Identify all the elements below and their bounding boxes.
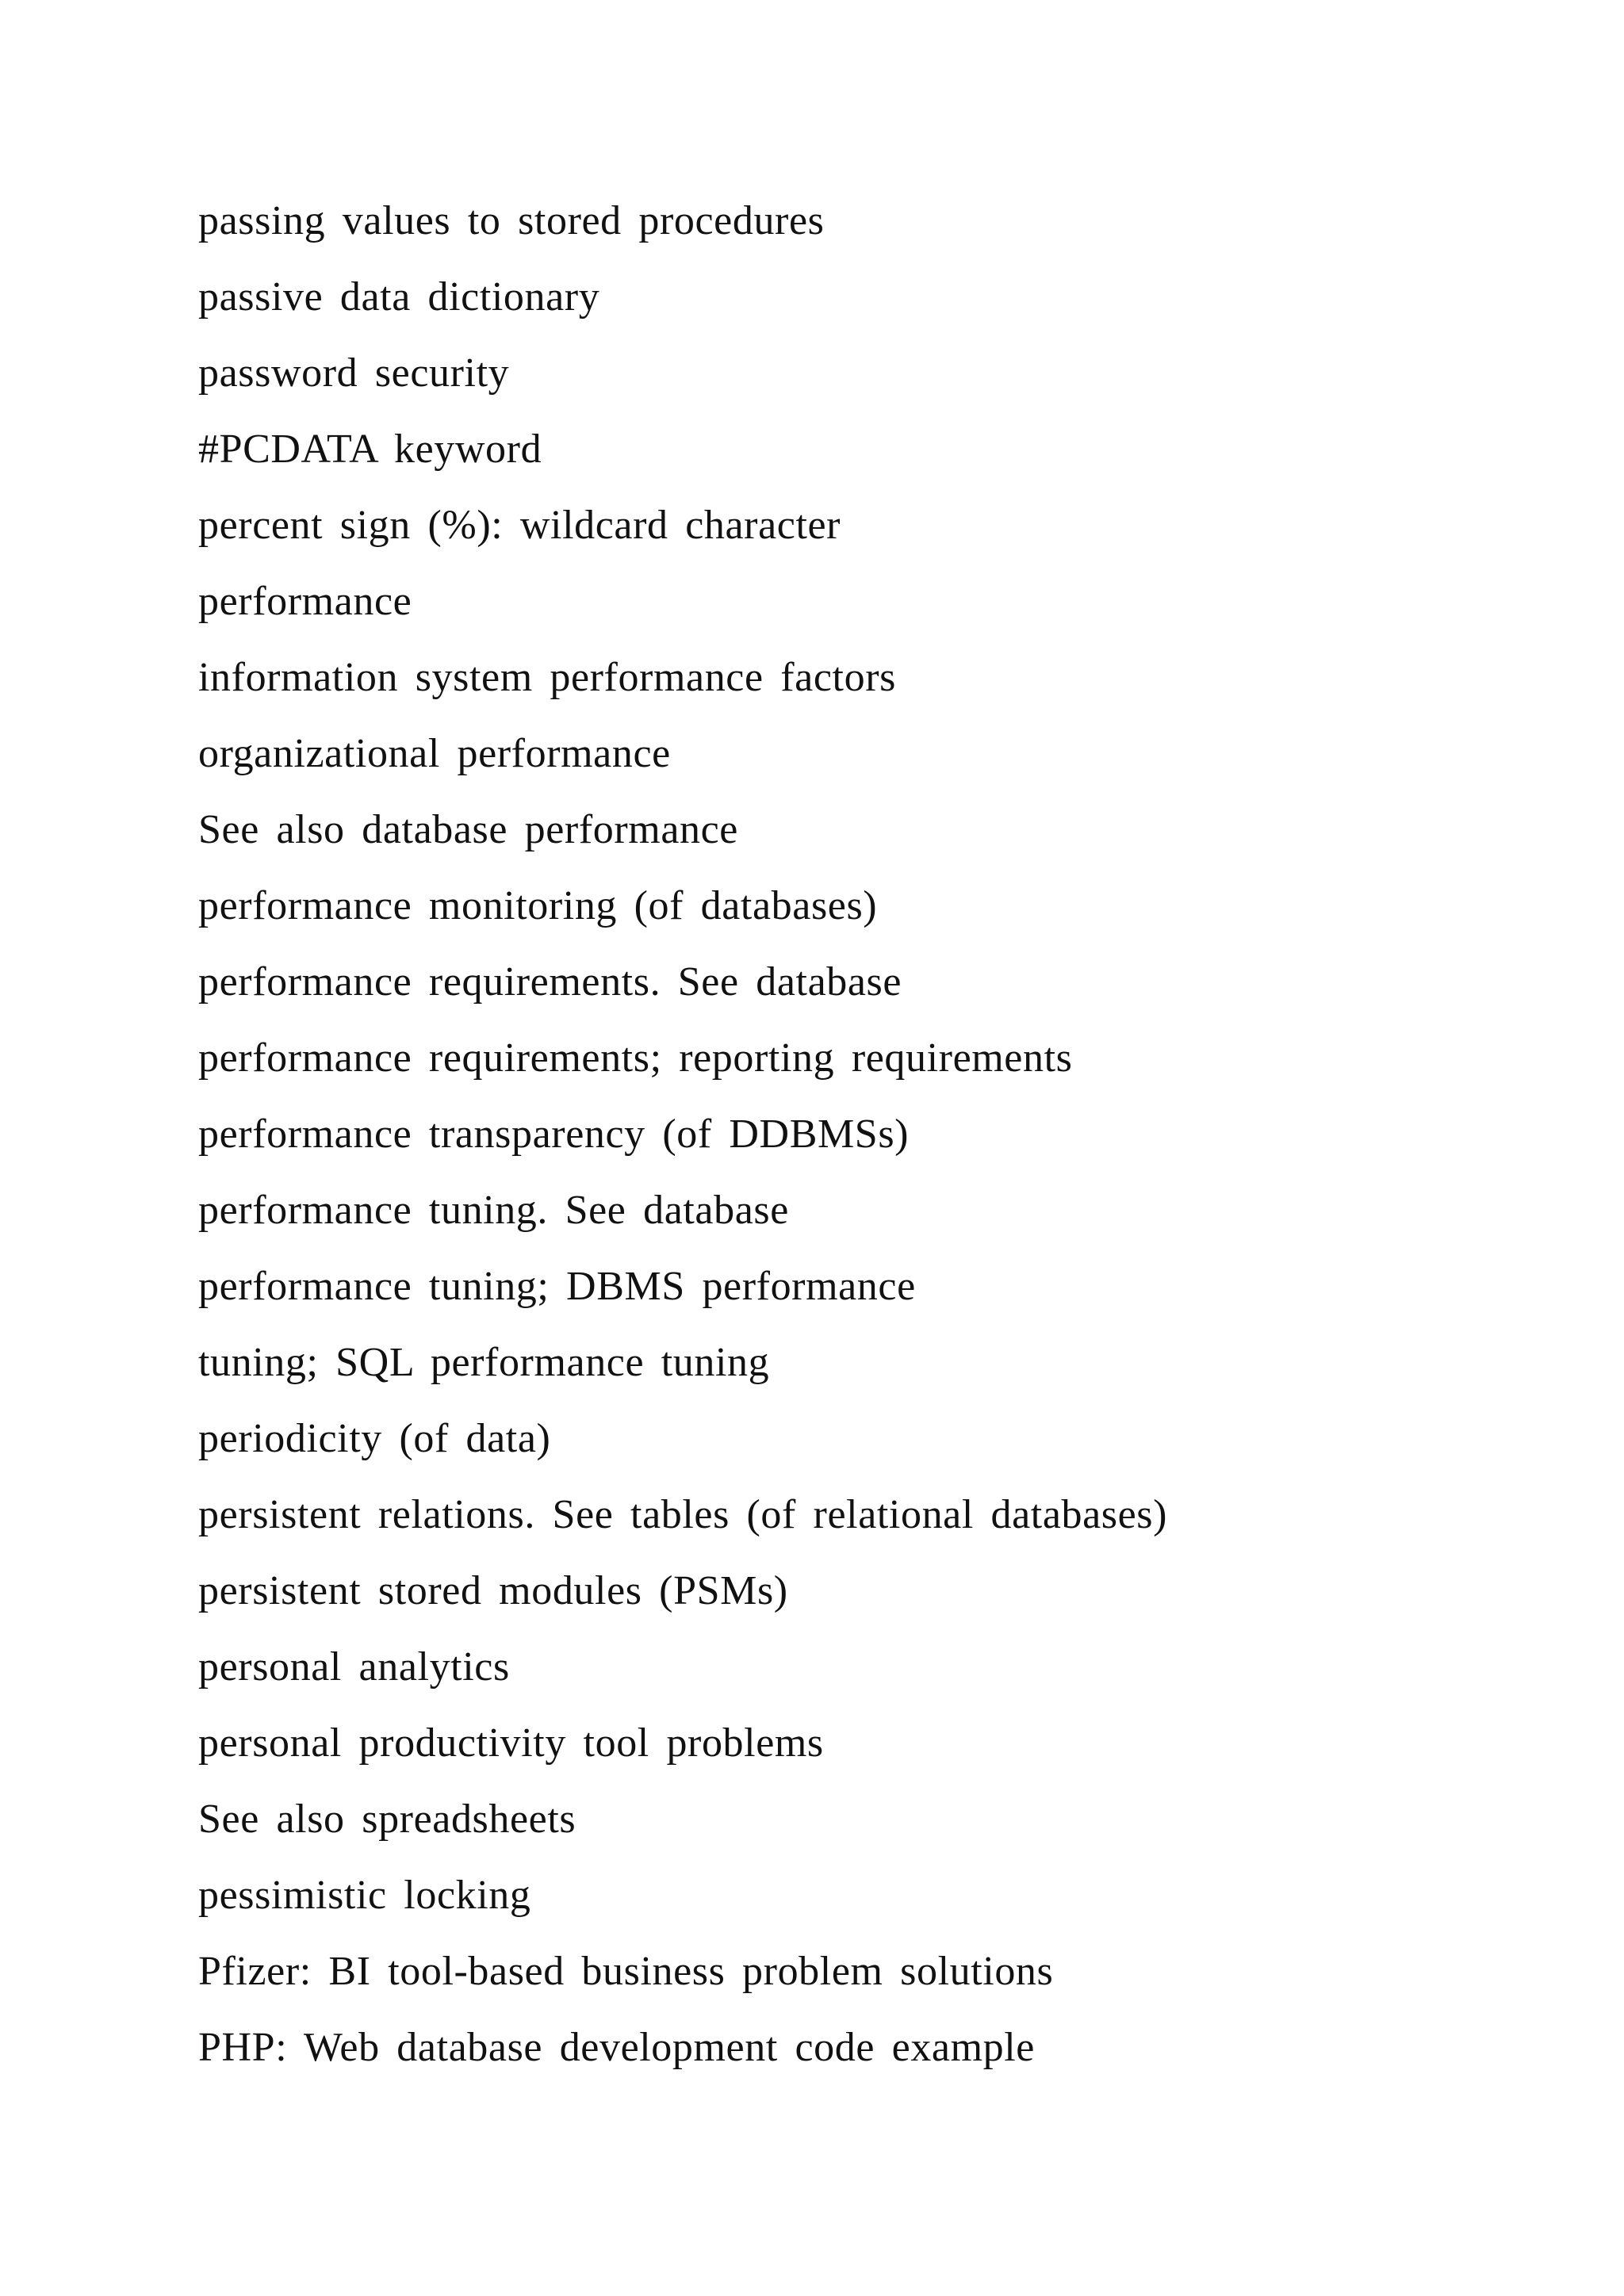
- index-entry: performance: [198, 579, 412, 624]
- index-entry-list: [198, 196, 1546, 2099]
- index-entry: passive data dictionary: [198, 274, 600, 320]
- index-entry: persistent relations. See tables (of relational databases): [198, 1492, 1168, 1537]
- index-entry: organizational performance: [198, 731, 671, 776]
- index-entry: personal analytics: [198, 1644, 510, 1689]
- index-entry: pessimistic locking: [198, 1873, 531, 1918]
- index-entry: See also spreadsheets: [198, 1797, 576, 1842]
- index-entry: performance monitoring (of databases): [198, 883, 878, 928]
- index-entry: personal productivity tool problems: [198, 1720, 824, 1766]
- index-entry: persistent stored modules (PSMs): [198, 1568, 788, 1613]
- index-entry: performance requirements; reporting requirements: [198, 1035, 1073, 1081]
- index-entry: See also database performance: [198, 807, 738, 852]
- index-entry: performance tuning; DBMS performance: [198, 1264, 916, 1309]
- index-entry: performance transparency (of DDBMSs): [198, 1112, 910, 1157]
- index-entry: information system performance factors: [198, 655, 896, 700]
- index-entry: periodicity (of data): [198, 1416, 551, 1461]
- index-entry: tuning; SQL performance tuning: [198, 1340, 770, 1385]
- index-entry: password security: [198, 350, 510, 396]
- index-entry: PHP: Web database development code example: [198, 2025, 1035, 2070]
- index-entry: passing values to stored procedures: [198, 198, 825, 243]
- index-entry: #PCDATA keyword: [198, 427, 542, 472]
- index-entry: performance tuning. See database: [198, 1188, 789, 1233]
- index-entry: Pfizer: BI tool-based business problem solutions: [198, 1949, 1054, 1994]
- index-entry: percent sign (%): wildcard character: [198, 503, 841, 548]
- index-entry: performance requirements. See database: [198, 959, 902, 1004]
